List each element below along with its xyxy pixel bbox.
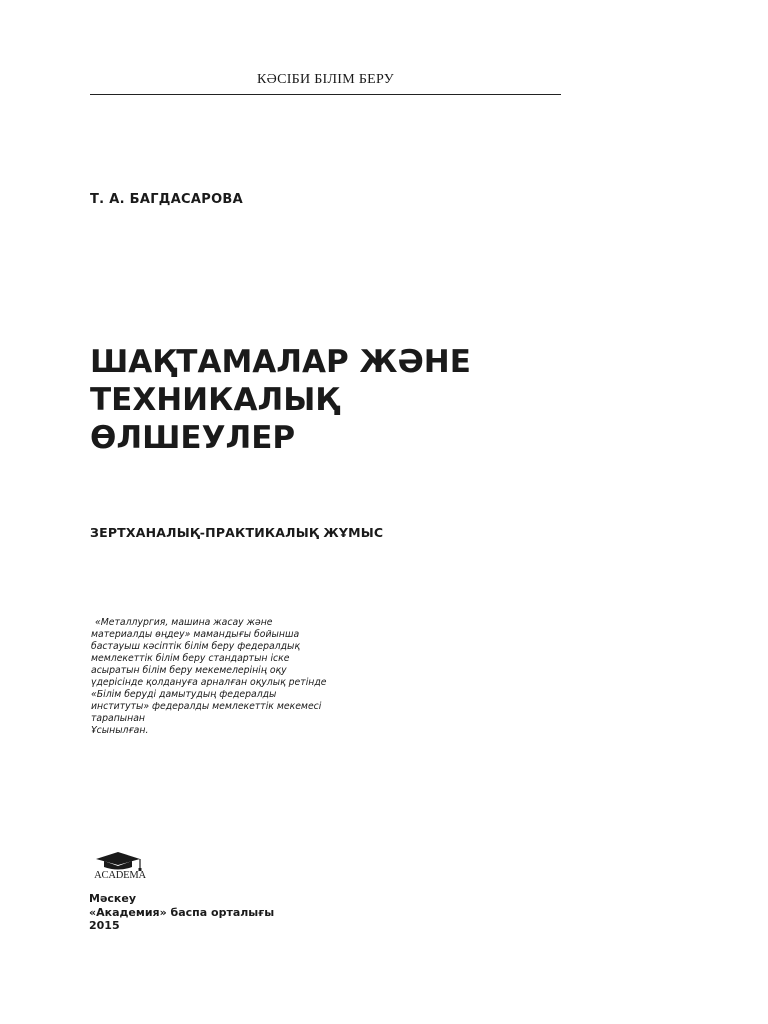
approval-line: мемлекеттік білім беру стандартын іске xyxy=(91,653,290,664)
series-title: КӘСІБИ БІЛІМ БЕРУ xyxy=(257,72,394,87)
book-title-line-2: ТЕХНИКАЛЫҚ xyxy=(90,382,340,418)
book-title-line-1: ШАҚТАМАЛАР ЖӘНЕ xyxy=(90,344,471,380)
series-divider xyxy=(90,94,561,95)
book-title xyxy=(90,343,610,457)
approval-line: бастауыш кәсіптік білім беру федералдық xyxy=(91,641,300,652)
book-title-line-3: ӨЛШЕУЛЕР xyxy=(90,420,296,456)
imprint xyxy=(89,892,274,933)
approval-line: үдерісінде қолдануға арналған оқулық ретінде xyxy=(91,677,327,688)
imprint-city: Мәскеу xyxy=(89,892,137,905)
approval-line: асыратын білім беру мекемелерінің оқу xyxy=(91,665,287,676)
approval-line: Ұсынылған. xyxy=(91,725,149,736)
book-subtitle: ЗЕРТХАНАЛЫҚ-ПРАКТИКАЛЫҚ ЖҰМЫС xyxy=(90,525,384,540)
author-name: Т. А. БАГДАСАРОВА xyxy=(90,192,244,207)
approval-line: тарапынан xyxy=(91,713,145,724)
approval-line: материалды өңдеу» мамандығы бойынша xyxy=(91,629,300,640)
approval-line: «Білім беруді дамытудың федералды xyxy=(91,689,277,700)
publisher-logo-text: ACADEMA xyxy=(94,870,146,881)
publisher-logo xyxy=(88,851,152,883)
mortarboard-icon xyxy=(88,851,152,871)
approval-statement xyxy=(91,617,327,737)
imprint-publisher: «Академия» баспа орталығы xyxy=(89,905,275,919)
imprint-year: 2015 xyxy=(89,919,120,932)
approval-line: «Металлургия, машина жасау және xyxy=(95,617,273,628)
approval-line: институты» федералды мемлекеттік мекемесі xyxy=(91,701,322,712)
